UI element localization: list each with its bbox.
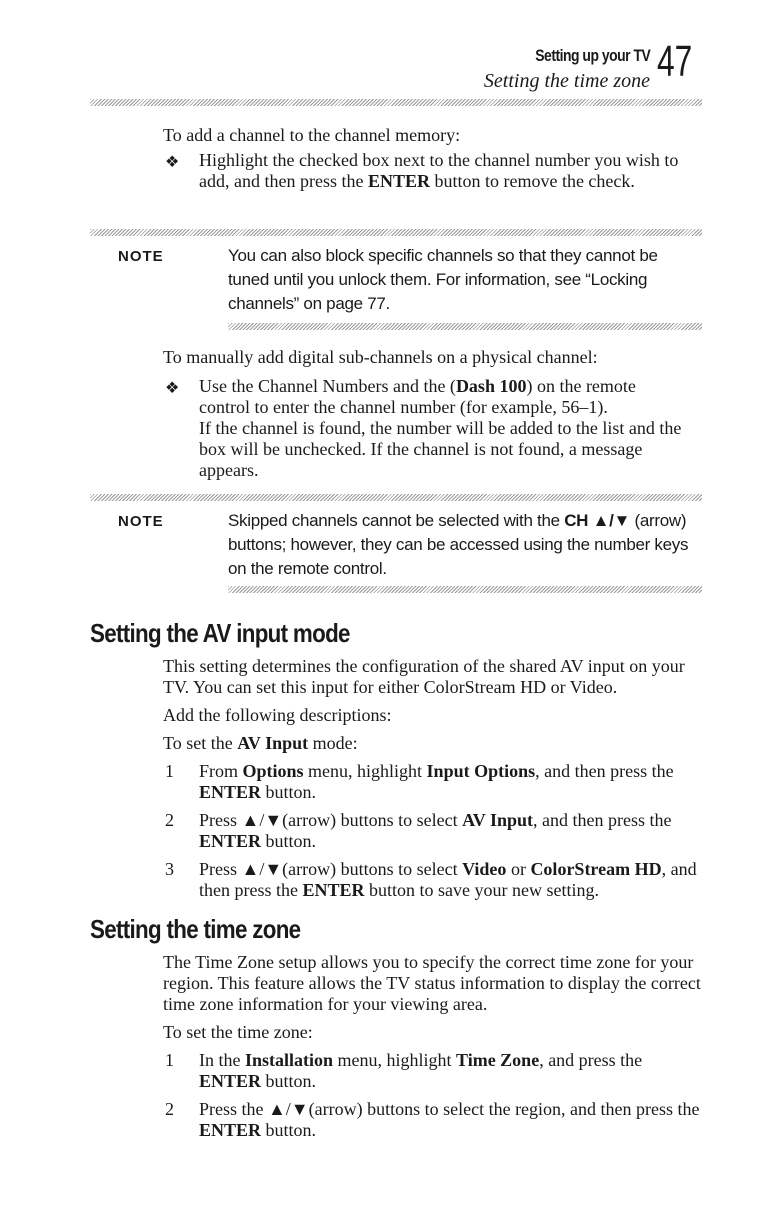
- step-number: 2: [165, 810, 174, 830]
- av-step: 1 From Options menu, highlight Input Options, and then press the ENTER button.: [165, 761, 674, 802]
- note-rule-top: [90, 494, 702, 501]
- header-rule: [90, 99, 702, 106]
- sub-channels-lead: To manually add digital sub-channels on a physical channel:: [163, 347, 598, 367]
- step-number: 2: [165, 1099, 174, 1119]
- av-step: 3 Press ▲/▼(arrow) buttons to select Video or ColorStream HD, and then press the ENTER button to save your new setting.: [165, 859, 697, 900]
- note-text: Skipped channels cannot be selected with the CH ▲/▼ (arrow) buttons; however, they can be accessed using the number keys on the remote control.: [228, 511, 689, 578]
- section-heading-time-zone: Setting the time zone: [90, 914, 301, 944]
- note-rule-bottom: [228, 323, 702, 330]
- step-number: 3: [165, 859, 174, 879]
- av-lead: To set the AV Input mode:: [163, 733, 358, 753]
- page-number: 47: [657, 37, 693, 86]
- av-para: Add the following descriptions:: [163, 705, 392, 725]
- bullet-icon: ❖: [165, 380, 180, 397]
- channel-memory-lead: To add a channel to the channel memory:: [163, 125, 461, 145]
- step-number: 1: [165, 1050, 174, 1070]
- channel-memory-bullet-text: Highlight the checked box next to the channel number you wish to add, and then press the ENTER button to remove the check.: [199, 150, 679, 191]
- note-label: NOTE: [118, 513, 164, 530]
- running-header-subtitle: Setting the time zone: [483, 70, 650, 92]
- tz-para: The Time Zone setup allows you to specify the correct time zone for your region. This feature allows the TV status information to display the correct time zone information for your viewing area.: [163, 952, 701, 1014]
- av-para: This setting determines the configuration of the shared AV input on your TV. You can set this input for either ColorStream HD or Video.: [163, 656, 685, 697]
- note-rule-top: [90, 229, 702, 236]
- note-label: NOTE: [118, 248, 164, 265]
- av-step: 2 Press ▲/▼(arrow) buttons to select AV Input, and then press the ENTER button.: [165, 810, 672, 851]
- tz-lead: To set the time zone:: [163, 1022, 313, 1042]
- bullet-icon: ❖: [165, 154, 180, 171]
- step-number: 1: [165, 761, 174, 781]
- sub-channels-bullet-text: Use the Channel Numbers and the (Dash 100) on the remote control to enter the channel number (for example, 56–1). If the channel is found, the number will be added to the list and the box will be unchecked. If the channel is not found, a message appears.: [199, 376, 682, 480]
- tz-section-body: [163, 952, 708, 1141]
- section-heading-av-input: Setting the AV input mode: [90, 618, 350, 648]
- tz-step: 1 In the Installation menu, highlight Time Zone, and press the ENTER button.: [165, 1050, 643, 1091]
- note-text: You can also block specific channels so that they cannot be tuned until you unlock them. For information, see “Locking channels” on page 77.: [228, 246, 658, 313]
- running-header-title: Setting up your TV: [534, 46, 650, 65]
- tz-step: 2 Press the ▲/▼(arrow) buttons to select the region, and then press the ENTER button.: [165, 1099, 700, 1140]
- av-section-body: [163, 656, 708, 901]
- note-rule-bottom: [228, 586, 702, 593]
